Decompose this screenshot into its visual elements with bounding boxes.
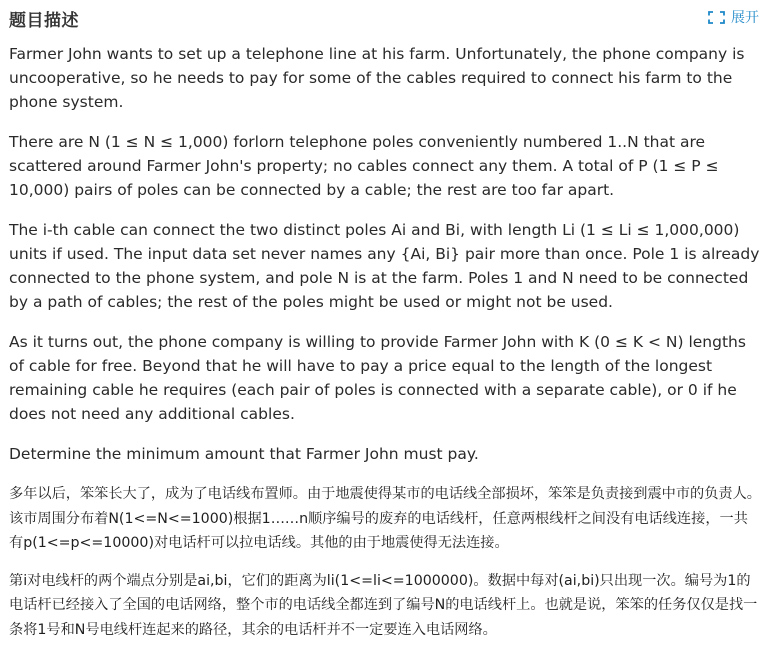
description-paragraph: The i-th cable can connect the two distinct poles Ai and Bi, with length Li (1 ≤ Li ≤ 1,000,000) units if used. The input data set never names any {Ai, Bi} pair more than once. Pole 1 is already connected to the phone system, and pole N is at the farm. Poles 1 and N need to be connected by a path of cables; the rest of the poles might be used or might not be used. — [9, 221, 760, 311]
description-paragraph-cn: 多年以后，笨笨长大了，成为了电话线布置师。由于地震使得某市的电话线全部损坏，笨笨是负责接到震中市的负责人。该市周围分布着N(1<=N<=1000)根据1……n顺序编号的废弃的电话线杆，任意两根线杆之间没有电话线连接，一共有p(1<=p<=10000)对电话杆可以拉电话线。其他的由于地震使得无法连接。 — [9, 486, 761, 551]
description-paragraph-cn: 第i对电线杆的两个端点分别是ai,bi，它们的距离为li(1<=li<=1000000)。数据中每对(ai,bi)只出现一次。编号为1的电话杆已经接入了全国的电话网络，整个市的电话线全都连到了编号N的电话线杆上。也就是说，笨笨的任务仅仅是找一条将1号和N号电线杆连起来的路径，其余的电话杆并不一定要连入电话网络。 — [9, 572, 758, 638]
description-paragraph: As it turns out, the phone company is willing to provide Farmer John with K (0 ≤ K < N) lengths of cable for free. Beyond that he will have to pay a price equal to the length of the longest remaining cable he requires (each pair of poles is connected with a separate cable), or 0 if he does not need any additional cables. — [9, 333, 746, 423]
problem-header — [0, 0, 767, 34]
expand-label: 展开 — [731, 10, 759, 26]
description-paragraph: Farmer John wants to set up a telephone line at his farm. Unfortunately, the phone company is uncooperative, so he needs to pay for some of the cables required to connect his farm to the phone system. — [9, 45, 745, 111]
section-title: 题目描述 — [9, 11, 79, 31]
description-paragraph: There are N (1 ≤ N ≤ 1,000) forlorn telephone poles conveniently numbered 1..N that are scattered around Farmer John's property; no cables connect any them. A total of P (1 ≤ P ≤ 10,000) pairs of poles can be connected by a cable; the rest are too far apart. — [9, 133, 719, 199]
expand-button[interactable] — [708, 8, 759, 26]
description-paragraph: Determine the minimum amount that Farmer John must pay. — [9, 445, 479, 463]
problem-description — [9, 42, 761, 655]
expand-icon — [708, 11, 731, 24]
